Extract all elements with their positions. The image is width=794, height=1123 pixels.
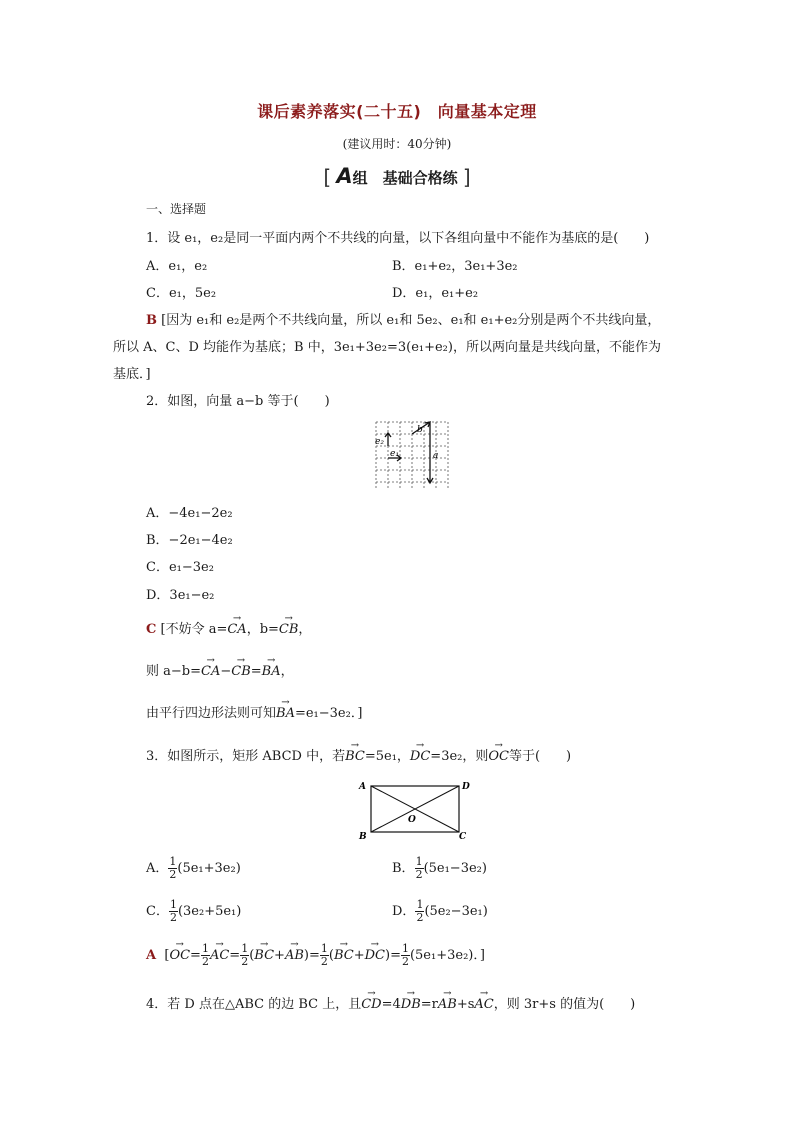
q3-explanation	[146, 943, 485, 968]
paren-close: )	[384, 948, 391, 963]
vector-cb: → CB	[231, 664, 251, 679]
plus-sign: +	[274, 948, 285, 963]
fig-label-a: A	[359, 782, 366, 792]
paren-close: )	[303, 948, 309, 963]
paren-open: (	[249, 948, 255, 963]
q3-option-b	[392, 856, 487, 881]
q2-explanation-line1	[146, 618, 311, 637]
q3-a-expr: (5e₁+3e₂)	[177, 861, 241, 876]
vector-db: → DB	[401, 997, 421, 1012]
fig-label-e1: e₁	[390, 449, 399, 459]
fig-label-b: b	[417, 425, 423, 435]
frac-num: 1	[416, 898, 424, 911]
q3-c-expr: (3e₂+5e₁)	[177, 904, 242, 919]
q2-option-c: C．e₁−3e₂	[146, 560, 214, 575]
vector-bc: → BC	[254, 948, 274, 963]
frac-den: 2	[169, 911, 177, 924]
frac-den: 2	[201, 955, 209, 968]
paren-open: (	[328, 948, 334, 963]
q1-explanation-line3: 基底．]	[113, 367, 151, 382]
q2-expl2-text: 则 a−b=	[146, 664, 201, 679]
q3-c-label: C．	[146, 904, 169, 919]
vector-ac: → AC	[474, 997, 493, 1012]
q1-expl1: [因为 e₁和 e₂是两个不共线向量，所以 e₁和 5e₂、e₁和 e₁+e₂分别是两个不共线向量，	[161, 313, 661, 328]
q2-explanation-line3	[146, 702, 362, 721]
q1-stem: 1．设 e₁，e₂是同一平面内两个不共线的向量，以下各组向量中不能作为基底的是( )	[146, 231, 650, 246]
q2-stem: 2．如图，向量 a−b 等于( )	[146, 394, 330, 409]
q1-explanation-line1	[146, 309, 660, 328]
q3-option-c	[146, 899, 241, 924]
q4-stem-text5: ，则 3r+s 的值为( )	[493, 997, 636, 1012]
q3-d-expr: (5e₂−3e₁)	[424, 904, 488, 919]
q4-stem	[146, 993, 635, 1012]
frac-num: 1	[415, 855, 423, 868]
q1-option-b: B．e₁+e₂，3e₁+3e₂	[392, 259, 518, 274]
q4-stem-text: 4．若 D 点在△ABC 的边 BC 上，且	[146, 997, 362, 1012]
q3-option-d	[392, 899, 488, 924]
vector-ac: → AC	[210, 948, 229, 963]
bracket-open: [	[164, 948, 170, 963]
frac-den: 2	[401, 955, 409, 968]
frac-num: 1	[169, 855, 177, 868]
q3-stem-text4: 等于( )	[508, 749, 572, 764]
fraction-half	[201, 943, 210, 968]
q1-option-a: A．e₁，e₂	[146, 259, 208, 274]
q4-stem-text4: +s	[456, 997, 475, 1012]
vector-ca: → CA	[227, 622, 246, 637]
page-title: 课后素养落实(二十五) 向量基本定理	[257, 102, 537, 121]
equals-sign: =	[229, 948, 241, 963]
q2-explanation-line2	[146, 660, 294, 679]
q3-answer: A	[146, 948, 157, 963]
q4-stem-text3: =r	[420, 997, 438, 1012]
q3-stem	[146, 745, 571, 764]
vector-cd: → CD	[361, 997, 381, 1012]
fig-label-o: O	[408, 815, 416, 825]
q1-option-d: D．e₁，e₁+e₂	[392, 286, 479, 301]
q2-option-a: A．−4e₁−2e₂	[146, 506, 233, 521]
equals-sign: =	[190, 948, 201, 963]
q2-expl2-end: ，	[280, 664, 294, 679]
q4-stem-text2: =4	[381, 997, 401, 1012]
q3-a-label: A．	[146, 861, 169, 876]
q2-expl1-text: [不妨令 a=	[160, 622, 228, 637]
plus-sign: +	[353, 948, 365, 963]
vector-bc: → BC	[334, 948, 354, 963]
q2-expl1-text2: ，b=	[246, 622, 279, 637]
equals-sign: =	[390, 948, 401, 963]
fraction-half	[320, 943, 329, 968]
q1-option-c: C．e₁，5e₂	[146, 286, 217, 301]
vector-oc: → OC	[169, 948, 190, 963]
bracket-right: ]	[462, 165, 471, 189]
q1-answer: B	[146, 313, 157, 328]
q2-expl1-end: ，	[298, 622, 312, 637]
q2-grid-figure	[372, 418, 452, 492]
q2-expl3-text: 由平行四边形法则可知	[146, 706, 277, 721]
frac-num: 1	[169, 898, 177, 911]
q2-answer: C	[146, 622, 157, 637]
frac-num: 1	[201, 942, 209, 955]
vector-ba: → BA	[262, 664, 281, 679]
frac-den: 2	[241, 955, 249, 968]
fraction-half	[169, 899, 178, 924]
section-heading: 一、选择题	[146, 202, 207, 216]
q3-stem-text: 3．如图所示，矩形 ABCD 中，若	[146, 749, 346, 764]
frac-num: 1	[241, 942, 249, 955]
suggested-time: (建议用时：40分钟)	[342, 137, 452, 151]
q3-option-a	[146, 856, 241, 881]
frac-num: 1	[320, 942, 328, 955]
group-letter: A	[336, 164, 353, 188]
fraction-half	[415, 856, 424, 881]
minus-sign: −	[220, 664, 232, 679]
group-label: 组 基础合格练	[352, 169, 458, 187]
equals-sign: =	[308, 948, 320, 963]
frac-den: 2	[415, 868, 423, 881]
fig-label-a: a	[433, 451, 439, 461]
vector-cb: → CB	[279, 622, 299, 637]
vector-bc: → BC	[345, 749, 365, 764]
q3-b-expr: (5e₁−3e₂)	[423, 861, 487, 876]
frac-den: 2	[320, 955, 328, 968]
vector-ca: → CA	[201, 664, 220, 679]
q3-rectangle-figure	[355, 776, 475, 842]
vector-ab: → AB	[285, 948, 304, 963]
fig-label-d: D	[462, 782, 470, 792]
equals-sign: =	[250, 664, 262, 679]
q3-stem-text2: =5e₁，	[364, 749, 410, 764]
q2-expl3-end: =e₁−3e₂．]	[294, 706, 363, 721]
q3-b-label: B．	[392, 861, 415, 876]
vector-ba: → BA	[276, 706, 295, 721]
fig-label-c: C	[459, 832, 467, 842]
frac-den: 2	[416, 911, 424, 924]
group-heading	[0, 164, 794, 189]
q2-option-b: B．−2e₁−4e₂	[146, 533, 233, 548]
fig-label-b: B	[359, 832, 367, 842]
q3-stem-text3: =3e₂，则	[430, 749, 489, 764]
vector-ab: → AB	[438, 997, 457, 1012]
q2-option-d: D．3e₁−e₂	[146, 588, 215, 603]
frac-num: 1	[401, 942, 409, 955]
frac-den: 2	[169, 868, 177, 881]
fraction-half	[401, 943, 410, 968]
bracket-left: [	[323, 165, 332, 189]
vector-dc: → DC	[410, 749, 430, 764]
q1-explanation-line2: 所以 A、C、D 均能作为基底；B 中，3e₁+3e₂=3(e₁+e₂)，所以两向量是共线向量，不能作为	[113, 340, 661, 355]
fraction-half	[240, 943, 249, 968]
q3-d-label: D．	[392, 904, 416, 919]
q3-expl-end: (5e₁+3e₂)．]	[409, 948, 485, 963]
vector-oc: → OC	[488, 749, 509, 764]
vector-dc: → DC	[365, 948, 385, 963]
fig-label-e2: e₂	[375, 437, 384, 447]
